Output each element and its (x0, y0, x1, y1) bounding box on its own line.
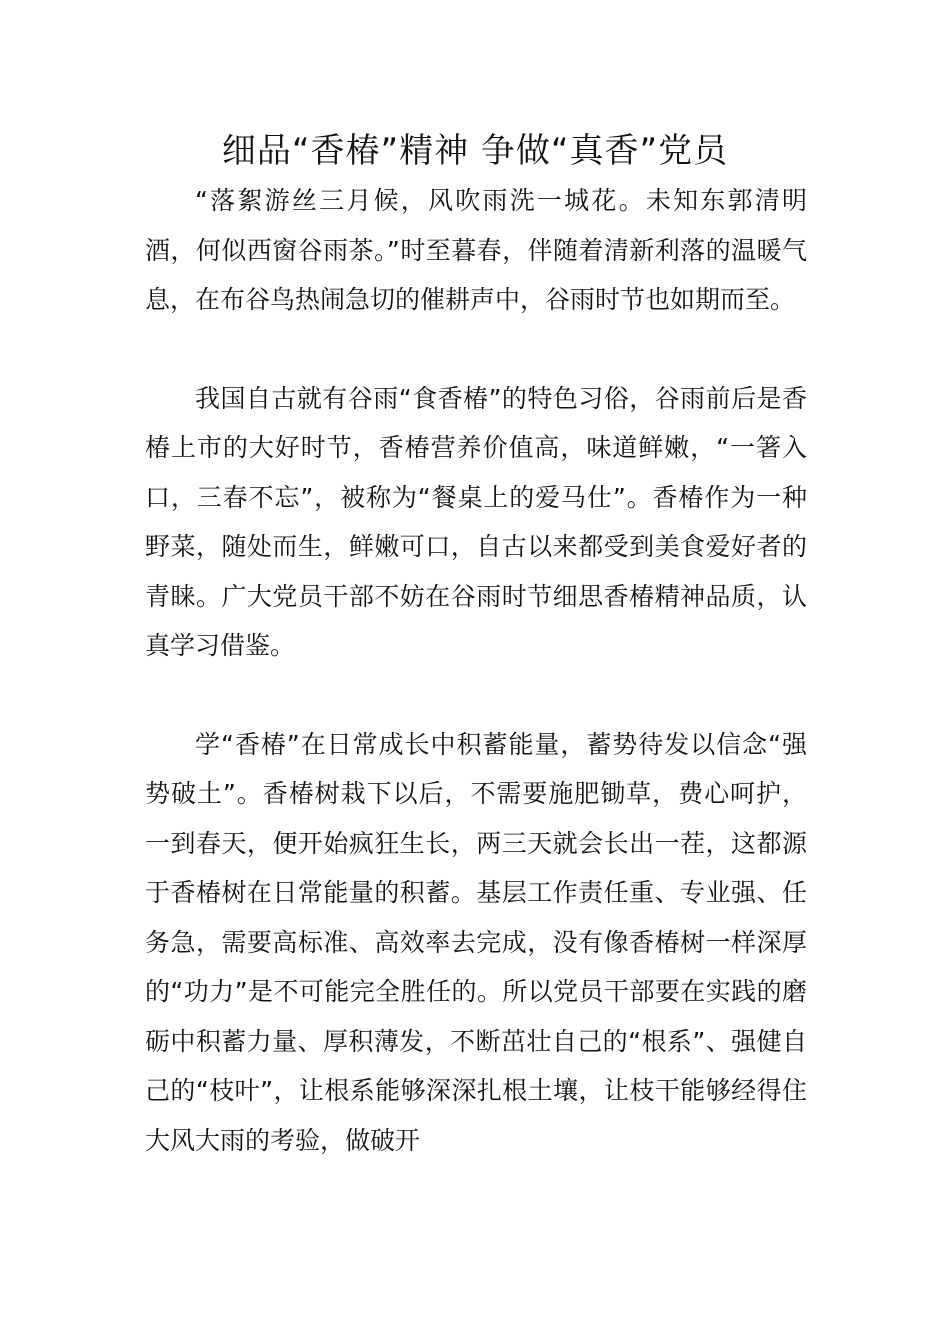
paragraph-3: 学“香椿”在日常成长中积蓄能量，蓄势待发以信念“强势破土”。香椿树栽下以后，不需要施肥锄草，费心呵护，一到春天，便开始疯狂生长，两三天就会长出一茬，这都源于香椿树在日常能量的积蓄。基层工作责任重、专业强、任务急，需要高标准、高效率去完成，没有像香椿树一样深厚的“功力”是不可能完全胜任的。所以党员干部要在实践的磨砺中积蓄力量、厚积薄发，不断茁壮自己的“根系”、强健自己的“枝叶”，让根系能够深深扎根土壤，让枝干能够经得住大风大雨的考验，做破开 (145, 729, 807, 1155)
document-title: 细品“香椿”精神 争做“真香”党员 (221, 131, 729, 171)
paragraph-1: “落絮游丝三月候，风吹雨洗一城花。未知东郭清明酒，何似西窗谷雨茶。”时至暮春，伴随着清新利落的温暖气息，在布谷鸟热闹急切的催耕声中，谷雨时节也如期而至。 (145, 186, 807, 314)
document-body (145, 176, 807, 1214)
paragraph-2: 我国自古就有谷雨“食香椿”的特色习俗，谷雨前后是香椿上市的大好时节，香椿营养价值高，味道鲜嫩，“一箸入口，三春不忘”，被称为“餐桌上的爱马仕”。香椿作为一种野菜，随处而生，鲜嫩可口，自古以来都受到美食爱好者的青睐。广大党员干部不妨在谷雨时节细思香椿精神品质，认真学习借鉴。 (145, 383, 807, 660)
